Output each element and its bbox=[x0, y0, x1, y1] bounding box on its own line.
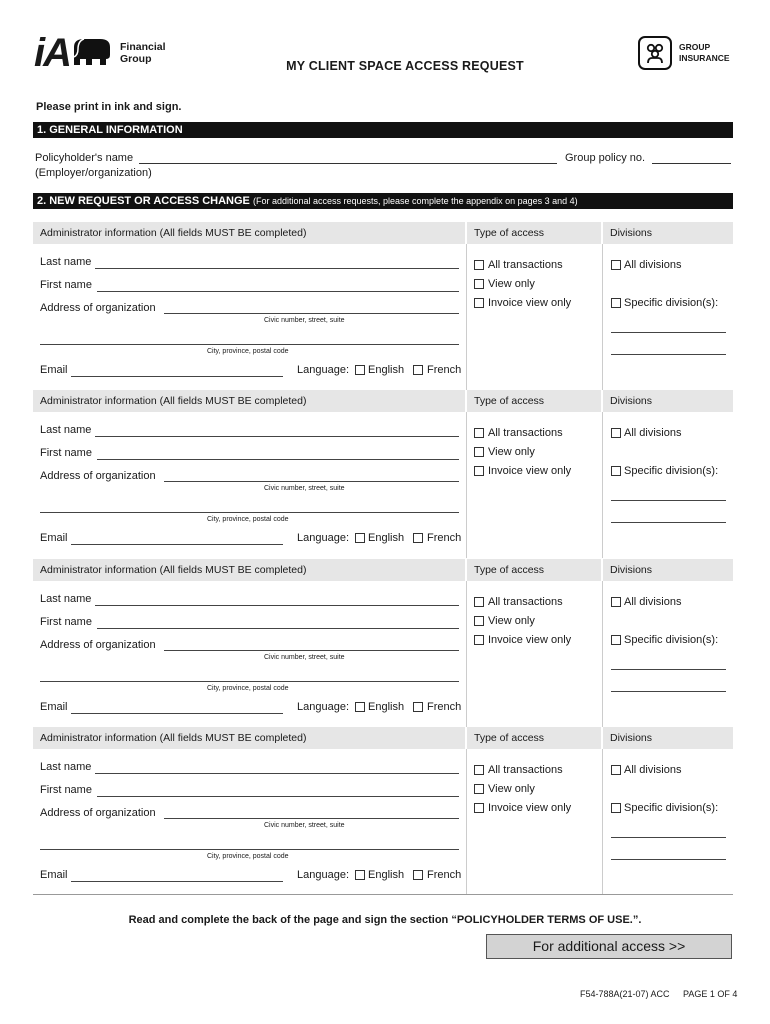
all-divisions-label: All divisions bbox=[624, 259, 682, 271]
invoice-view-checkbox[interactable] bbox=[474, 466, 484, 476]
address-label: Address of organization bbox=[40, 639, 156, 651]
city-caption: City, province, postal code bbox=[207, 348, 289, 355]
invoice-view-checkbox[interactable] bbox=[474, 635, 484, 645]
english-label: English bbox=[368, 364, 405, 376]
all-transactions-checkbox[interactable] bbox=[474, 428, 484, 438]
logo-mark: iA bbox=[34, 31, 70, 75]
policy-no-label: Group policy no. bbox=[565, 152, 646, 164]
read-note: Read and complete the back of the page and sign the section “POLICYHOLDER TERMS OF USE.”. bbox=[128, 914, 642, 926]
division-field[interactable] bbox=[611, 500, 726, 501]
all-transactions-checkbox[interactable] bbox=[474, 597, 484, 607]
access-type-header: Type of access bbox=[467, 390, 601, 412]
column-divider bbox=[466, 412, 467, 558]
address-street-field[interactable] bbox=[164, 481, 459, 482]
email-field[interactable] bbox=[71, 376, 283, 377]
specific-divisions-label: Specific division(s): bbox=[624, 802, 719, 814]
divisions-header: Divisions bbox=[603, 390, 733, 412]
section2-note: (For additional access requests, please complete the appendix on pages 3 and 4) bbox=[252, 196, 578, 206]
last-name-field[interactable] bbox=[95, 436, 459, 437]
invoice-view-checkbox[interactable] bbox=[474, 298, 484, 308]
policyholder-field[interactable] bbox=[139, 163, 557, 164]
specific-divisions-checkbox[interactable] bbox=[611, 635, 621, 645]
all-transactions-label: All transactions bbox=[488, 596, 563, 608]
divisions-header: Divisions bbox=[603, 727, 733, 749]
last-name-field[interactable] bbox=[95, 268, 459, 269]
french-label: French bbox=[427, 869, 462, 881]
print-note: Please print in ink and sign. bbox=[36, 101, 182, 113]
address-city-field[interactable] bbox=[40, 849, 459, 850]
divisions-header: Divisions bbox=[603, 559, 733, 581]
email-field[interactable] bbox=[71, 713, 283, 714]
first-name-field[interactable] bbox=[97, 291, 459, 292]
group-insurance-icon bbox=[638, 36, 672, 70]
specific-divisions-checkbox[interactable] bbox=[611, 298, 621, 308]
english-label: English bbox=[368, 701, 405, 713]
all-divisions-checkbox[interactable] bbox=[611, 428, 621, 438]
view-only-label: View only bbox=[488, 615, 535, 627]
column-divider bbox=[602, 581, 603, 727]
address-street-field[interactable] bbox=[164, 818, 459, 819]
invoice-view-label: Invoice view only bbox=[488, 465, 572, 477]
french-label: French bbox=[427, 701, 462, 713]
email-label: Email bbox=[40, 532, 68, 544]
invoice-view-checkbox[interactable] bbox=[474, 803, 484, 813]
french-checkbox[interactable] bbox=[413, 870, 423, 880]
view-only-label: View only bbox=[488, 783, 535, 795]
specific-divisions-checkbox[interactable] bbox=[611, 466, 621, 476]
english-label: English bbox=[368, 869, 405, 881]
specific-divisions-label: Specific division(s): bbox=[624, 634, 719, 646]
column-divider bbox=[466, 244, 467, 390]
divisions-header: Divisions bbox=[603, 222, 733, 244]
divider bbox=[33, 894, 733, 895]
admin-block-3 bbox=[33, 559, 733, 727]
additional-access-button[interactable]: For additional access >> bbox=[486, 934, 732, 959]
address-label: Address of organization bbox=[40, 470, 156, 482]
email-label: Email bbox=[40, 869, 68, 881]
access-type-header: Type of access bbox=[467, 559, 601, 581]
last-name-field[interactable] bbox=[95, 773, 459, 774]
address-city-field[interactable] bbox=[40, 344, 459, 345]
french-label: French bbox=[427, 532, 462, 544]
access-type-header: Type of access bbox=[467, 727, 601, 749]
page-number: PAGE 1 OF 4 bbox=[683, 989, 738, 999]
first-name-field[interactable] bbox=[97, 628, 459, 629]
policy-no-field[interactable] bbox=[652, 163, 731, 164]
all-transactions-label: All transactions bbox=[488, 764, 563, 776]
admin-info-header: Administrator information (All fields MUST BE completed) bbox=[33, 727, 465, 749]
all-transactions-label: All transactions bbox=[488, 427, 563, 439]
all-divisions-label: All divisions bbox=[624, 764, 682, 776]
invoice-view-label: Invoice view only bbox=[488, 297, 572, 309]
view-only-checkbox[interactable] bbox=[474, 616, 484, 626]
email-field[interactable] bbox=[71, 544, 283, 545]
french-checkbox[interactable] bbox=[413, 533, 423, 543]
form-code: F54-788A(21-07) ACC bbox=[580, 989, 670, 999]
view-only-label: View only bbox=[488, 278, 535, 290]
all-divisions-label: All divisions bbox=[624, 596, 682, 608]
all-divisions-label: All divisions bbox=[624, 427, 682, 439]
civic-caption: Civic number, street, suite bbox=[264, 485, 345, 492]
civic-caption: Civic number, street, suite bbox=[264, 654, 345, 661]
first-name-field[interactable] bbox=[97, 796, 459, 797]
email-label: Email bbox=[40, 364, 68, 376]
email-field[interactable] bbox=[71, 881, 283, 882]
last-name-field[interactable] bbox=[95, 605, 459, 606]
logo-line-2: Group bbox=[120, 53, 152, 65]
division-field[interactable] bbox=[611, 859, 726, 860]
badge-line-2: INSURANCE bbox=[679, 53, 730, 63]
first-name-field[interactable] bbox=[97, 459, 459, 460]
email-label: Email bbox=[40, 701, 68, 713]
section2-heading bbox=[33, 193, 733, 209]
all-divisions-checkbox[interactable] bbox=[611, 597, 621, 607]
page-title: MY CLIENT SPACE ACCESS REQUEST bbox=[286, 59, 524, 73]
city-caption: City, province, postal code bbox=[207, 685, 289, 692]
french-checkbox[interactable] bbox=[413, 702, 423, 712]
address-city-field[interactable] bbox=[40, 681, 459, 682]
column-divider bbox=[602, 244, 603, 390]
admin-block-2 bbox=[33, 390, 733, 558]
access-type-header: Type of access bbox=[467, 222, 601, 244]
first-name-label: First name bbox=[40, 447, 92, 459]
language-label: Language: bbox=[297, 532, 349, 544]
column-divider bbox=[602, 412, 603, 558]
division-field[interactable] bbox=[611, 332, 726, 333]
english-checkbox[interactable] bbox=[355, 870, 365, 880]
english-checkbox[interactable] bbox=[355, 533, 365, 543]
language-label: Language: bbox=[297, 869, 349, 881]
first-name-label: First name bbox=[40, 616, 92, 628]
english-label: English bbox=[368, 532, 405, 544]
all-divisions-checkbox[interactable] bbox=[611, 765, 621, 775]
english-checkbox[interactable] bbox=[355, 365, 365, 375]
all-transactions-label: All transactions bbox=[488, 259, 563, 271]
badge-line-1: GROUP bbox=[679, 42, 711, 52]
group-insurance-label bbox=[679, 42, 730, 64]
city-caption: City, province, postal code bbox=[207, 516, 289, 523]
french-checkbox[interactable] bbox=[413, 365, 423, 375]
view-only-checkbox[interactable] bbox=[474, 279, 484, 289]
view-only-checkbox[interactable] bbox=[474, 447, 484, 457]
division-field[interactable] bbox=[611, 354, 726, 355]
address-label: Address of organization bbox=[40, 302, 156, 314]
policyholder-sublabel: (Employer/organization) bbox=[35, 167, 152, 179]
admin-info-header: Administrator information (All fields MUST BE completed) bbox=[33, 559, 465, 581]
language-label: Language: bbox=[297, 701, 349, 713]
invoice-view-label: Invoice view only bbox=[488, 634, 572, 646]
admin-block-4 bbox=[33, 727, 733, 895]
specific-divisions-label: Specific division(s): bbox=[624, 297, 719, 309]
all-transactions-checkbox[interactable] bbox=[474, 260, 484, 270]
specific-divisions-label: Specific division(s): bbox=[624, 465, 719, 477]
civic-caption: Civic number, street, suite bbox=[264, 317, 345, 324]
civic-caption: Civic number, street, suite bbox=[264, 822, 345, 829]
french-label: French bbox=[427, 364, 462, 376]
all-transactions-checkbox[interactable] bbox=[474, 765, 484, 775]
last-name-label: Last name bbox=[40, 256, 92, 268]
last-name-label: Last name bbox=[40, 761, 92, 773]
column-divider bbox=[602, 749, 603, 895]
division-field[interactable] bbox=[611, 522, 726, 523]
view-only-label: View only bbox=[488, 446, 535, 458]
first-name-label: First name bbox=[40, 279, 92, 291]
admin-block-1 bbox=[33, 222, 733, 390]
all-divisions-checkbox[interactable] bbox=[611, 260, 621, 270]
division-field[interactable] bbox=[611, 669, 726, 670]
division-field[interactable] bbox=[611, 691, 726, 692]
last-name-label: Last name bbox=[40, 424, 92, 436]
address-city-field[interactable] bbox=[40, 512, 459, 513]
address-street-field[interactable] bbox=[164, 313, 459, 314]
city-caption: City, province, postal code bbox=[207, 853, 289, 860]
section2-title: 2. NEW REQUEST OR ACCESS CHANGE bbox=[37, 195, 250, 207]
admin-info-header: Administrator information (All fields MUST BE completed) bbox=[33, 222, 465, 244]
logo-line-1: Financial bbox=[120, 41, 166, 53]
column-divider bbox=[466, 581, 467, 727]
view-only-checkbox[interactable] bbox=[474, 784, 484, 794]
invoice-view-label: Invoice view only bbox=[488, 802, 572, 814]
column-divider bbox=[466, 749, 467, 895]
specific-divisions-checkbox[interactable] bbox=[611, 803, 621, 813]
language-label: Language: bbox=[297, 364, 349, 376]
admin-info-header: Administrator information (All fields MUST BE completed) bbox=[33, 390, 465, 412]
last-name-label: Last name bbox=[40, 593, 92, 605]
division-field[interactable] bbox=[611, 837, 726, 838]
address-street-field[interactable] bbox=[164, 650, 459, 651]
english-checkbox[interactable] bbox=[355, 702, 365, 712]
address-label: Address of organization bbox=[40, 807, 156, 819]
first-name-label: First name bbox=[40, 784, 92, 796]
policyholder-label: Policyholder's name bbox=[35, 152, 134, 164]
section1-heading: 1. GENERAL INFORMATION bbox=[33, 122, 733, 138]
